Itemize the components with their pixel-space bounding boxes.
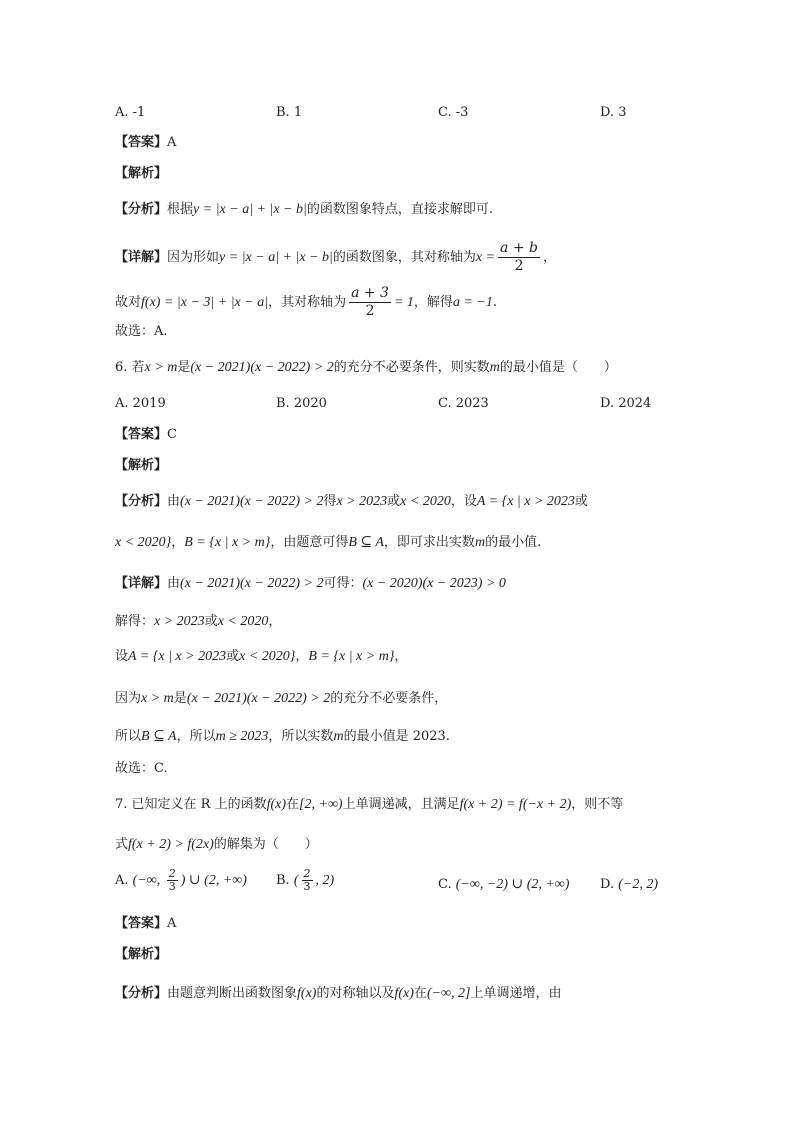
q5-option-d: D. 3 — [600, 105, 627, 120]
q6-xiangjie-line5: 所以B ⊆ A，所以m ≥ 2023，所以实数m的最小值是 2023. — [115, 729, 450, 744]
q6-fenxi-line1: 【分析】由(x − 2021)(x − 2022) > 2得x > 2023或x < 2020，设A = {x | x > 2023或 — [115, 494, 588, 509]
q6-option-c: C. 2023 — [438, 396, 489, 411]
q6-option-d: D. 2024 — [600, 396, 652, 411]
q5-answer: 【答案】A — [115, 135, 177, 150]
q5-option-b: B. 1 — [276, 105, 303, 120]
q7-stem-line1: 7. 已知定义在 R 上的函数f(x)在[2, +∞)上单调递减，且满足f(x + 2) = f(−x + 2)，则不等 — [115, 797, 624, 812]
q6-analysis-heading: 【解析】 — [115, 458, 168, 473]
q5-option-a: A. -1 — [115, 105, 146, 120]
q7-option-c: C. (−∞, −2) ∪ (2, +∞) — [438, 877, 570, 892]
q6-xiangjie-line2: 解得：x > 2023或x < 2020， — [115, 614, 282, 629]
q7-stem-line2: 式f(x + 2) > f(2x)的解集为（ ） — [115, 837, 318, 852]
q5-analysis-heading: 【解析】 — [115, 166, 168, 181]
q6-fenxi-line2: x < 2020}，B = {x | x > m}，由题意可得B ⊆ A，即可求出实数m的最小值. — [115, 535, 542, 550]
fraction: $\frac{a + 3}{2}$ — [351, 285, 389, 319]
q6-xiangjie-line3: 设A = {x | x > 2023或x < 2020}，B = {x | x > m}， — [115, 649, 408, 664]
q6-conclusion: 故选：C. — [115, 761, 168, 776]
q7-option-a: A. (−∞, $\frac{2}{3}$ ) ∪ (2, +∞) — [115, 867, 247, 893]
q5-option-c: C. -3 — [438, 105, 469, 120]
q7-analysis-heading: 【解析】 — [115, 947, 168, 962]
q6-xiangjie-line1: 【详解】由(x − 2021)(x − 2022) > 2可得：(x − 2020)(x − 2023) > 0 — [115, 576, 506, 591]
q6-option-b: B. 2020 — [276, 396, 327, 411]
q7-fenxi: 【分析】由题意判断出函数图象f(x)的对称轴以及f(x)在(−∞, 2]上单调递增，由 — [115, 986, 562, 1001]
q6-answer: 【答案】C — [115, 427, 177, 442]
q7-option-d: D. (−2, 2) — [600, 877, 659, 892]
q5-conclusion: 故选：A. — [115, 324, 168, 339]
fraction: $\frac{a + b}{2}$ — [500, 240, 538, 274]
q7-answer: 【答案】A — [115, 916, 177, 931]
q6-stem: 6. 若x > m是(x − 2021)(x − 2022) > 2的充分不必要条件，则实数m的最小值是（ ） — [115, 360, 617, 375]
q5-fenxi: 【分析】根据y = |x − a| + |x − b|的函数图象特点，直接求解即可. — [115, 202, 493, 217]
q6-xiangjie-line4: 因为x > m是(x − 2021)(x − 2022) > 2的充分不必要条件， — [115, 691, 448, 706]
fraction: $\frac{2}{3}$ — [168, 867, 176, 893]
fraction: $\frac{2}{3}$ — [303, 867, 311, 893]
q5-xiangjie-line1: 【详解】因为形如y = |x − a| + |x − b|的函数图象，其对称轴为x = $\frac{a + b}{2}$ ， — [115, 240, 557, 274]
q7-option-b: B. ( $\frac{2}{3}$ , 2) — [276, 867, 335, 893]
q5-xiangjie-line2: 故对f(x) = |x − 3| + |x − a|，其对称轴为 $\frac{a + 3}{2}$ = 1，解得a = −1. — [115, 285, 497, 319]
q6-option-a: A. 2019 — [115, 396, 166, 411]
